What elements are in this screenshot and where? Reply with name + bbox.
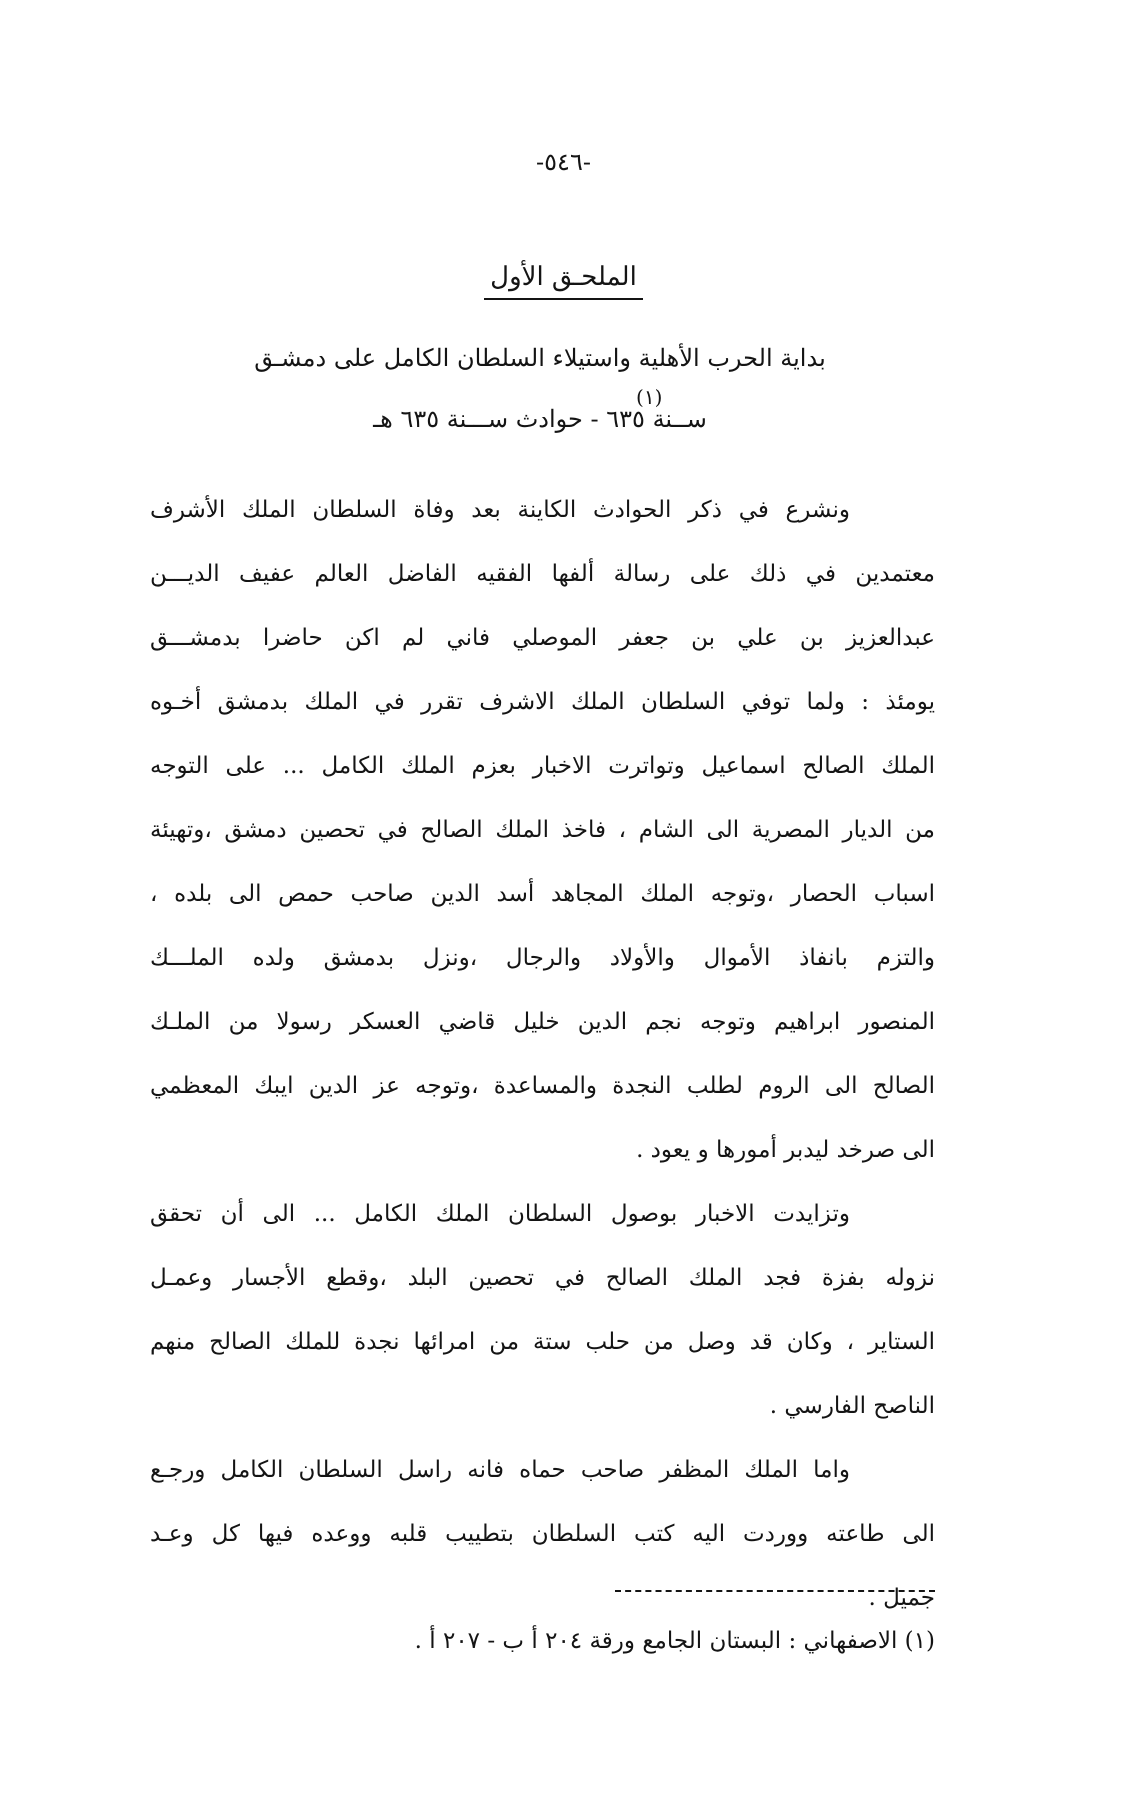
text-line: اسباب الحصار ،وتوجه الملك المجاهد أسد الدين صاحب حمص الى بلده ،: [150, 881, 935, 907]
page-number: -٥٤٦-: [536, 148, 591, 176]
text-line: وتزايدت الاخبار بوصول السلطان الملك الكامل ... الى أن تحقق: [150, 1201, 850, 1227]
text-line: الملك الصالح اسماعيل وتواترت الاخبار بعزم الملك الكامل ... على التوجه: [150, 753, 935, 779]
appendix-title: [0, 262, 1127, 292]
footnote: (١) الاصفهاني : البستان الجامع ورقة ٢٠٤ أ ب - ٢٠٧ أ .: [414, 1628, 935, 1654]
text-line: الى طاعته ووردت اليه كتب السلطان بتطييب قلبه ووعده فيها كل وعـد: [150, 1521, 935, 1547]
appendix-title-text: الملحـق الأول: [484, 262, 643, 300]
footnote-separator: [615, 1590, 935, 1592]
text-line: واما الملك المظفر صاحب حماه فانه راسل السلطان الكامل ورجـع: [150, 1457, 850, 1483]
text-line: يومئذ : ولما توفي السلطان الملك الاشرف تقرر في الملك بدمشق أخـوه: [150, 689, 935, 715]
text-line: جميل .: [868, 1585, 935, 1611]
text-line: الناصح الفارسي .: [769, 1393, 935, 1419]
text-line: معتمدين في ذلك على رسالة ألفها الفقيه الفاضل العالم عفيف الديـــن: [150, 561, 935, 587]
text-line: نزوله بفزة فجد الملك الصالح في تحصين البلد ،وقطع الأجسار وعمـل: [150, 1265, 935, 1291]
text-line: الصالح الى الروم لطلب النجدة والمساعدة ،وتوجه عز الدين ايبك المعظمي: [150, 1073, 935, 1099]
text-line: عبدالعزيز بن علي بن جعفر الموصلي فاني لم اكن حاضرا بدمشـــق: [150, 625, 935, 651]
paragraph-3: [150, 1438, 935, 1630]
body-text: [150, 478, 935, 1630]
text-line: من الديار المصرية الى الشام ، فاخذ الملك الصالح في تحصين دمشق ،وتهيئة: [150, 817, 935, 843]
paragraph-1: [150, 478, 935, 1182]
paragraph-2: [150, 1182, 935, 1438]
text-line: والتزم بانفاذ الأموال والأولاد والرجال ،ونزل بدمشق ولده الملـــك: [150, 945, 935, 971]
text-line: الستاير ، وكان قد وصل من حلب ستة من امرائها نجدة للملك الصالح منهم: [150, 1329, 935, 1355]
subtitle-line-1: بداية الحرب الأهلية واستيلاء السلطان الكامل على دمشـق: [254, 344, 826, 372]
footnote-reference-marker: (١): [636, 385, 663, 409]
text-line: ونشرع في ذكر الحوادث الكاينة بعد وفاة السلطان الملك الأشرف: [150, 497, 850, 523]
text-line: المنصور ابراهيم وتوجه نجم الدين خليل قاضي العسكر رسولا من الملـك: [150, 1009, 935, 1035]
subtitle-line-2: ســنة ٦٣٥ - حوادث ســـنة ٦٣٥ هـ: [373, 405, 707, 433]
text-line: الى صرخد ليدبر أمورها و يعود .: [636, 1137, 935, 1163]
